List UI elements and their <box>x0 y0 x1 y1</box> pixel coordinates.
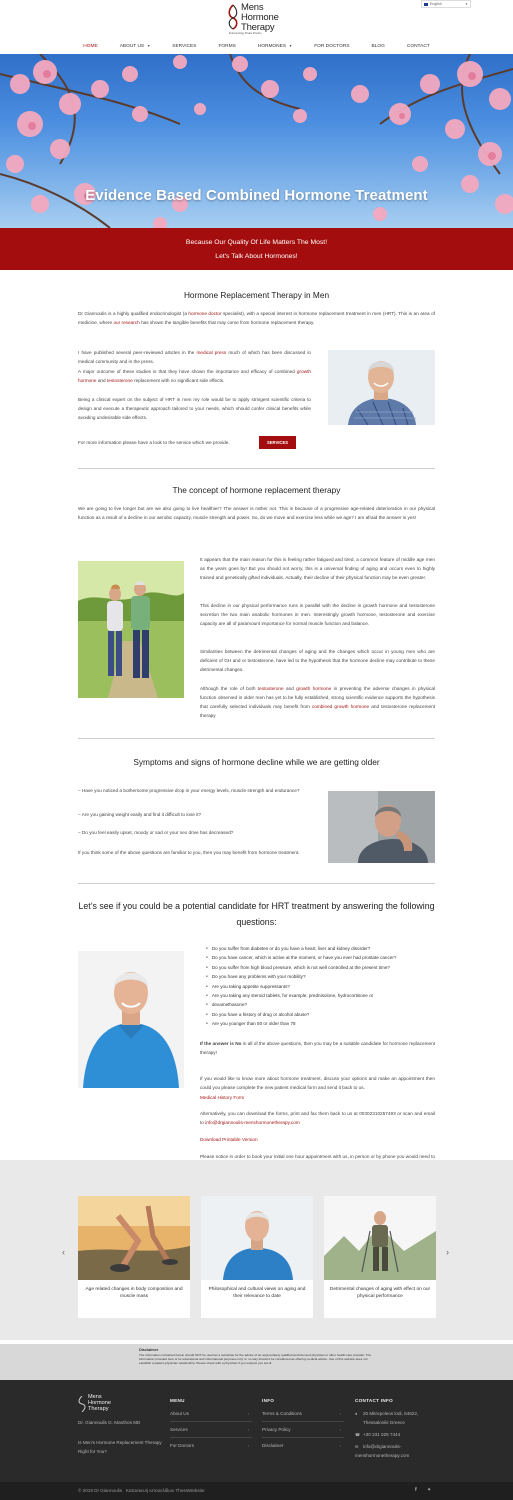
symptom-outro: If you think some of the above questions are familiar to you, then you may benefit from hormone treatment. <box>78 850 300 855</box>
thoughtful-man-image <box>328 791 435 863</box>
section-title-hrt: Hormone Replacement Therapy in Men <box>183 290 330 300</box>
chevron-right-icon[interactable]: › <box>446 1247 449 1257</box>
prepay-paragraph: Please notice in order to book your initial one hour appointment with us, in person or by phone you would need to <box>200 1154 435 1159</box>
hormone-doctor-link[interactable]: hormone doctor <box>188 311 222 316</box>
symptom-question-3: – Do you feel easily upset, moody or sad or your sex drive has decreased? <box>78 830 234 835</box>
chevron-left-icon[interactable]: ‹ <box>62 1247 65 1257</box>
hero-title: Evidence Based Combined Hormone Treatment <box>85 187 428 204</box>
symptom-question-2: – Are you gaining weight easily and find it difficult to lose it? <box>78 812 202 817</box>
outcome-paragraph <box>78 367 311 385</box>
logo-mark-icon <box>78 1396 86 1412</box>
list-item: ● dexamethasone? <box>206 1000 436 1009</box>
chevron-right-icon: › <box>340 1411 342 1416</box>
text: has shown the tangible benefits that may come from hormone replacement therapy. <box>139 320 315 325</box>
text: Although the role of both <box>200 686 258 691</box>
flag-icon <box>424 3 428 6</box>
services-button[interactable]: SERVICES <box>259 436 296 449</box>
nav-services[interactable] <box>161 40 207 53</box>
concept-intro: We are going to live longer but are we also going to live healthier? The answer is rather not. This is because of a progressive age-related deterioration in our physical function as a result of a decline in our aerobic capacity, muscle strength and power. So, do we move and exercise less while we age? I am afraid the answer is yes! <box>78 506 435 520</box>
senior-man-blue-shirt-image <box>201 1196 313 1280</box>
divider <box>170 1437 252 1438</box>
list-item: ● Are you younger than 50 or older than 78 <box>206 1019 436 1028</box>
smiling-senior-image <box>78 951 184 1088</box>
download-printable-link[interactable]: Download Printable Version <box>200 1137 258 1142</box>
footer-candidate-link[interactable]: Is Men's Hormone Replacement Therapy Right for You? <box>78 1440 162 1454</box>
medical-press-link[interactable]: medical press <box>196 350 227 355</box>
footer-logo-line1: Mens <box>88 1394 102 1400</box>
intro-paragraph <box>78 309 435 327</box>
text: Dr Giannoulis is a highly qualified endocrinologist (a <box>78 311 189 316</box>
text: specialist), with a special interest in hormone replacement treatment in men (HRT). This is an area of medicine, where <box>78 311 435 325</box>
footer-logo-line3: Therapy <box>88 1406 109 1412</box>
combined-growth-hormone-link[interactable]: combined growth hormone <box>311 704 370 709</box>
logo-mark-icon <box>226 4 240 30</box>
footer-link-about-us[interactable]: About Us <box>170 1411 189 1416</box>
site-footer <box>0 1380 513 1482</box>
logo-text-line1: Mens <box>241 2 264 13</box>
text: replacement with no significant side effects. <box>132 378 225 383</box>
phone-icon: ☎ <box>355 1432 360 1437</box>
decline-paragraph: This decline in our physical performance runs in parallel with the decline in growth hormone and testosterone secretion the two main anabolic hormones in men. Interestingly growth hormone, testosterone and exercise capacity are all of paramount importance for normal muscle function and balance. <box>200 603 435 626</box>
nav-label: HOME <box>83 44 98 49</box>
twitter-icon[interactable]: ✦ <box>427 1487 432 1493</box>
fatigue-paragraph: It appears that the main reason for this is feeling rather fatigued and tired, a common feature of middle age men as the years goes by! But you should not worry, this is a universal finding of aging and occurs even to highly trained and genetically gifted individuals. Actually, their decline of their physical function may be even greater. <box>200 557 435 580</box>
running-image <box>78 1196 190 1280</box>
facebook-icon[interactable]: f <box>415 1487 417 1493</box>
footer-email-line2[interactable]: menshormonetherapy.com <box>355 1453 410 1458</box>
testosterone-link[interactable]: testosterone <box>106 378 133 383</box>
article-card[interactable] <box>324 1196 436 1318</box>
similarities-paragraph: Similarities between the detrimental changes of aging and the changes which occur in young men who are deficient of GH and or testosterone, have led to the hypothesis that the hormone decline may contribute to these detrimental changes. <box>200 649 435 672</box>
text: I have published several peer-reviewed articles in the <box>78 350 197 355</box>
fax-paragraph <box>200 1109 435 1127</box>
text: A major outcome of these studies is that they have shown the importance and efficacy of combined <box>78 369 297 374</box>
footer-contact-title: CONTACT INFO <box>355 1398 393 1403</box>
nav-label: FORMS <box>218 44 236 49</box>
footer-email-line1[interactable]: info@drgiannoulis- <box>363 1444 402 1449</box>
nav-blog[interactable] <box>361 40 396 53</box>
footer-address-line2: Thessaloniki Greece <box>363 1420 405 1425</box>
divider <box>78 883 435 884</box>
nav-home[interactable] <box>72 40 108 53</box>
copyright-bar <box>0 1482 513 1500</box>
nav-forms[interactable] <box>207 40 246 53</box>
candidate-title-line2: questions: <box>236 917 277 927</box>
logo-text-line3: Therapy <box>241 22 275 33</box>
list-item: ● Do you suffer from high blood pressure, which is not well controlled at the present time? <box>206 963 436 972</box>
our-research-link[interactable]: our research <box>113 320 140 325</box>
chevron-right-icon: › <box>248 1443 250 1448</box>
section-title-symptoms: Symptoms and signs of hormone decline while we are getting older <box>133 757 380 767</box>
disclaimer-body: The information contained herein should NOT be used as a substitute for the advice of an appropriately qualified and licensed physician or other health care provider. The information provided here is for educational and informational purposes only. In no way should it be considered as offering medical advice. Use of this website does not establish a patient-physician relationship. Please check with a physician if you suspect you are ill. <box>139 1353 372 1365</box>
list-item: ● Do you have a history of drug or alcohol abuse? <box>206 1010 436 1019</box>
nav-for-doctors[interactable] <box>303 40 360 53</box>
main-nav <box>0 40 513 53</box>
banner-line-2: Let's Talk About Hormones! <box>215 253 298 260</box>
chevron-right-icon: › <box>248 1427 250 1432</box>
footer-link-for-doctors[interactable]: For Doctors <box>170 1443 194 1448</box>
language-selector[interactable] <box>421 0 471 8</box>
services-prompt: For more information please have a look to the service which we provide. <box>78 440 230 445</box>
nav-label: ABOUT US <box>119 44 145 49</box>
location-pin-icon: ● <box>355 1411 358 1416</box>
medical-history-form-link[interactable]: Medical History Form <box>200 1095 245 1100</box>
site-logo[interactable] <box>226 2 290 34</box>
nav-label: FOR DOCTORS <box>314 44 350 49</box>
article-card[interactable] <box>78 1196 190 1318</box>
text: much of which has been discussed in medical community and in the press. <box>78 350 312 364</box>
footer-link-privacy[interactable]: Privacy Policy <box>262 1427 291 1432</box>
mail-icon: ✉ <box>355 1444 359 1449</box>
email-link[interactable]: info@drgiannoulis-menshormonetherapy.com <box>205 1120 300 1125</box>
divider <box>262 1421 344 1422</box>
text: and <box>283 686 297 691</box>
expert-paragraph: Being a clinical expert on the subject of HRT in men my role would be to apply stringent scientific criteria to design and execute a therapeutic approach tailored to your needs, which should confer clinical benefits while avoiding undesirable side effects. <box>78 397 311 420</box>
list-item: ● Are you taking appetite suppressants? <box>206 982 436 991</box>
hiker-image <box>324 1196 436 1280</box>
nav-hormones[interactable] <box>247 40 303 53</box>
publications-paragraph <box>78 348 311 366</box>
chevron-down-icon: ▼ <box>147 44 151 48</box>
answer-paragraph <box>200 1039 435 1057</box>
footer-phone[interactable]: +30 231 025 7444 <box>363 1432 401 1437</box>
appointment-paragraph: If you would like to know more about hormone treatment, discuss your options and make an appointment then could you please complete the new patient medical form and send it back to us. <box>200 1076 435 1090</box>
footer-address-line1: 20 Mitropoleos lodi, 54622, <box>363 1411 419 1416</box>
logo-text-line2: Hormone <box>241 12 279 23</box>
nav-about-us[interactable] <box>109 40 162 53</box>
nav-label: BLOG <box>371 44 385 49</box>
divider <box>170 1421 252 1422</box>
chevron-down-icon: ▼ <box>289 44 293 48</box>
disclaimer-title: Disclaimer <box>139 1348 159 1352</box>
footer-link-terms[interactable]: Terms & Conditions <box>262 1411 302 1416</box>
divider <box>78 738 435 739</box>
footer-doctor-name: Dr. Giannoulis G. Manthos MD <box>78 1420 141 1425</box>
footer-logo-line2: Hormone <box>88 1400 112 1406</box>
site-header <box>0 0 513 36</box>
divider <box>262 1437 344 1438</box>
copyright-text: © 2019 Dr Giannoulis Κατασκευή ιστοσελίδων ThessWebsite <box>78 1488 205 1493</box>
articles-carousel <box>0 1160 513 1340</box>
chevron-right-icon: › <box>340 1443 342 1448</box>
nav-label: CONTACT <box>406 44 430 49</box>
text: and testosterone replacement therapy <box>200 704 435 718</box>
list-item: ● Do you suffer from diabetes or do you have a heart, liver and kidney disorder? <box>206 944 436 953</box>
footer-info-title: INFO <box>262 1398 275 1403</box>
tagline-banner <box>0 228 513 270</box>
doctor-portrait-image <box>328 350 435 425</box>
divider <box>78 468 435 469</box>
candidate-title-line1: Let’s see if you could be a potential candidate for HRT treatment by answering the following <box>78 901 435 911</box>
section-title-concept: The concept of hormone replacement therapy <box>172 485 341 495</box>
chevron-down-icon: ▼ <box>465 2 468 6</box>
answer-bold: If the answer is No <box>200 1041 242 1046</box>
footer-menu-title: MENU <box>170 1398 185 1403</box>
candidate-checklist <box>206 944 436 1029</box>
nav-label: SERVICES <box>172 44 197 49</box>
language-label: English <box>430 2 442 6</box>
text: in all of the above questions, then you may be a suitable candidate for hormone replacement therapy! <box>200 1041 435 1055</box>
text: in preventing the adverse changes in physical function observed in older men has yet to be fully established, strong scientific evidence supports the hypothesis that carefully selected individuals may benefit from <box>200 686 435 709</box>
list-item: ● Do you have cancer, which is active at the moment, or have you ever had prostate cancer? <box>206 953 436 962</box>
text: and <box>96 378 107 383</box>
testosterone-link[interactable]: testosterone <box>257 686 284 691</box>
footer-link-disclaimer[interactable]: Disclaimer <box>262 1443 284 1448</box>
nav-contact[interactable] <box>396 40 441 53</box>
chevron-right-icon: › <box>340 1427 342 1432</box>
footer-link-services[interactable]: Services <box>170 1427 188 1432</box>
nav-label: HORMONES <box>257 44 287 49</box>
article-caption: Detrimental changes of aging with effect on our physical performance <box>329 1287 431 1299</box>
evidence-paragraph <box>200 684 435 720</box>
disclaimer-section <box>0 1344 513 1380</box>
chevron-right-icon: › <box>248 1411 250 1416</box>
hero-banner <box>0 54 513 228</box>
banner-line-1: Because Our Quality Of Life Matters The Most! <box>185 239 328 246</box>
list-item: ● Are you taking any steroid tablets, for example, prednisolone, hydrocortisone or <box>206 991 436 1000</box>
list-item: ● Do you have any problems with your mobility? <box>206 972 436 981</box>
couple-walking-image <box>78 561 184 698</box>
article-card[interactable] <box>201 1196 313 1318</box>
growth-hormone-link[interactable]: growth hormone <box>296 686 332 691</box>
article-caption: Philosophical and cultural views on aging and their relevance to date <box>208 1287 306 1299</box>
growth-hormone-link[interactable]: growth hormone <box>78 369 311 383</box>
logo-tagline: Endocrinology Private Practice <box>229 32 262 35</box>
symptom-question-1: – Have you noticed a bothersome progressive drop in your energy levels, muscle strength and endurance? <box>78 788 300 793</box>
article-caption: Age related changes in body composition and muscle mass <box>85 1287 183 1299</box>
text: Alternatively, you can download the forms, print and fax them back to us at 00302310257493 or scan and email to <box>200 1111 435 1125</box>
